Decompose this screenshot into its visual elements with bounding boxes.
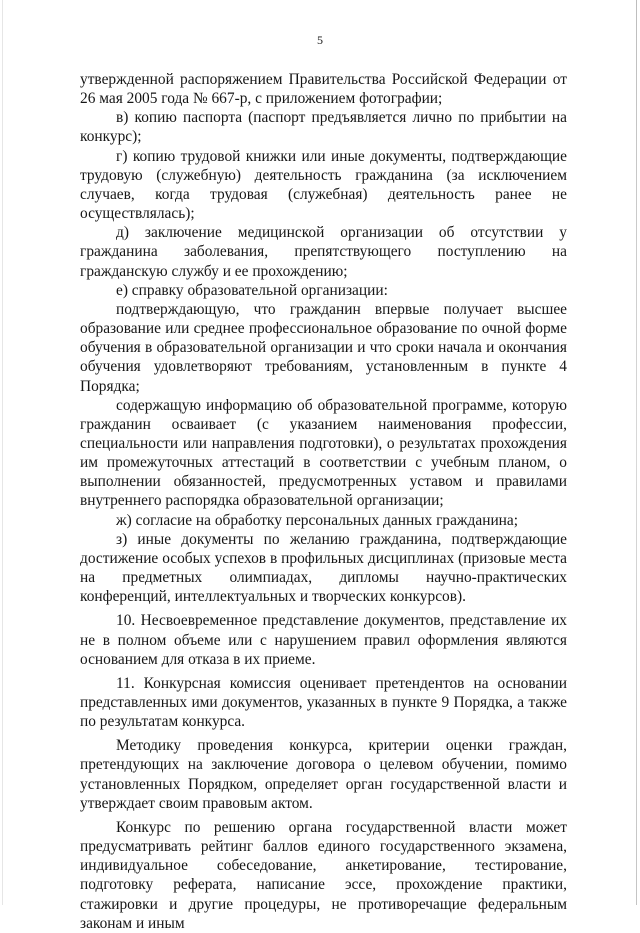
paragraph-item-g: г) копию трудовой книжки или иные документы, подтверждающие трудовую (служебную) деятельность гражданина (за исключением случаев, когда трудовая (служебная) деятельность ранее не осуществлялась); — [80, 147, 567, 223]
paragraph-item-d: д) заключение медицинской организации об отсутствии у гражданина заболевания, препятствующего поступлению на гражданскую службу и ее прохождению; — [80, 224, 567, 280]
paragraph-continuation: утвержденной распоряжением Правительства Российской Федерации от 26 мая 2005 года № 667-р, с приложением фотографии; — [80, 71, 567, 108]
page-edge-right — [636, 0, 637, 905]
paragraph-item-e-confirming: подтверждающую, что гражданин впервые получает высшее образование или среднее профессиональное образование по очной форме обучения в образовательной организации и что сроки начала и окончания обучения удовлетворяют требованиям, установленным в пункте 4 Порядка; — [80, 300, 567, 395]
paragraph-methodology: Методику проведения конкурса, критерии оценки граждан, претендующих на заключение договора о целевом обучении, помимо установленных Порядком, определяет орган государственной власти и утверждает своим правовым актом. — [80, 737, 567, 812]
paragraph-item-e-program-info: содержащую информацию об образовательной программе, которую гражданин осваивает (с указанием наименования профессии, специальности или направления подготовки), о результатах прохождения им промежуточных аттестаций в соответствии с учебным планом, о выполнении обязанностей, предусмотренных уставом и правилами внутреннего распорядка образовательной организации; — [80, 396, 567, 510]
page-edge-left — [2, 0, 3, 905]
paragraph-clause-10: 10. Несвоевременное представление документов, представление их не в полном объеме или с нарушением правил оформления являются основанием для отказа в их приеме. — [80, 612, 567, 668]
paragraph-item-z: з) иные документы по желанию гражданина, подтверждающие достижение особых успехов в профильных дисциплинах (призовые места на предметных олимпиадах, дипломы научно-практических конференций, интеллектуальных и творческих конкурсов). — [80, 530, 567, 606]
paragraph-item-e: е) справку образовательной организации: — [116, 281, 388, 299]
document-body — [80, 70, 567, 933]
paragraph-item-zh: ж) согласие на обработку персональных данных гражданина; — [116, 511, 519, 529]
paragraph-contest-procedures: Конкурс по решению органа государственной власти может предусматривать рейтинг баллов единого государственного экзамена, индивидуальное собеседование, анкетирование, тестирование, подготовку реферата, написание эссе, прохождение практики, стажировки и другие процедуры, не противоречащие федеральным законам и иным — [80, 818, 567, 932]
paragraph-item-v: в) копию паспорта (паспорт предъявляется лично по прибытии на конкурс); — [80, 109, 567, 146]
paragraph-clause-11: 11. Конкурсная комиссия оценивает претендентов на основании представленных ими документов, указанных в пункте 9 Порядка, а также по результатам конкурса. — [80, 674, 567, 731]
page-number: 5 — [317, 33, 323, 47]
